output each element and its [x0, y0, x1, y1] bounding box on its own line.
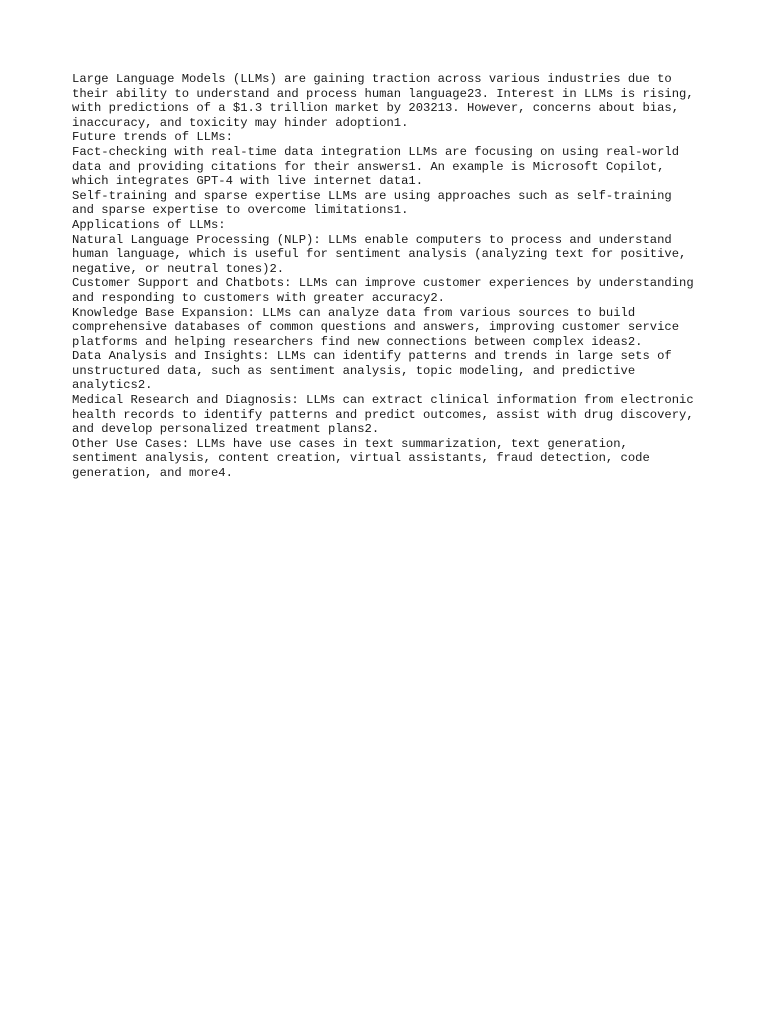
paragraph-knowledge-base: Knowledge Base Expansion: LLMs can analyze data from various sources to build comprehensive databases of common questions and answers, improving customer service platforms and helping researchers find new connections between complex ideas2. — [72, 305, 680, 349]
paragraph-data-analysis: Data Analysis and Insights: LLMs can identify patterns and trends in large sets of unstructured data, such as sentiment analysis, topic modeling, and predictive analytics2. — [72, 349, 672, 393]
paragraph-medical-research: Medical Research and Diagnosis: LLMs can extract clinical information from electronic health records to identify patterns and predict outcomes, assist with drug discovery, and develop personalized treatment plans2. — [72, 393, 694, 437]
paragraph-nlp: Natural Language Processing (NLP): LLMs enable computers to process and understand human language, which is useful for sentiment analysis (analyzing text for positive, negative, or neutral tones)2. — [72, 232, 687, 276]
paragraph-customer-support: Customer Support and Chatbots: LLMs can improve customer experiences by understanding and responding to customers with greater accuracy2. — [72, 276, 694, 305]
heading-future-trends: Future trends of LLMs: — [72, 130, 233, 145]
heading-applications: Applications of LLMs: — [72, 217, 226, 232]
paragraph-fact-checking: Fact-checking with real-time data integration LLMs are focusing on using real-world data and providing citations for their answers1. An example is Microsoft Copilot, which integrates GPT-4 with live internet data1. — [72, 144, 680, 189]
document-body — [72, 72, 700, 481]
paragraph-self-training: Self-training and sparse expertise LLMs are using approaches such as self-training and sparse expertise to overcome limitations1. — [72, 188, 672, 218]
paragraph-intro: Large Language Models (LLMs) are gaining traction across various industries due to their ability to understand and process human language23. Interest in LLMs is rising, with predictions of a $1.3 trillion market by 203213. However, concerns about bias, inaccuracy, and toxicity may hinder adoption1. — [72, 72, 694, 130]
paragraph-other-use-cases: Other Use Cases: LLMs have use cases in text summarization, text generation, sentiment analysis, content creation, virtual assistants, fraud detection, code generation, and more4. — [72, 436, 650, 481]
